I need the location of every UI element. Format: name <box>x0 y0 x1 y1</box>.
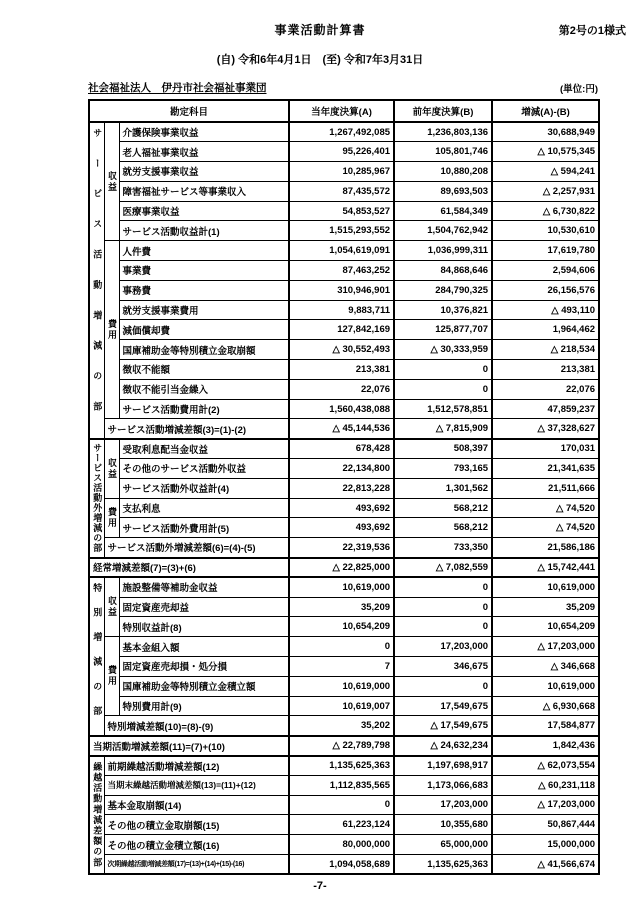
amount-previous-year: 105,801,746 <box>394 142 492 162</box>
amount-difference: 21,586,186 <box>492 538 599 558</box>
amount-difference: 22,076 <box>492 379 599 399</box>
table-row <box>89 459 599 479</box>
table-row <box>89 399 599 419</box>
amount-previous-year: 0 <box>394 597 492 617</box>
amount-previous-year: 568,212 <box>394 518 492 538</box>
account-cell: サービス活動外収益計(4) <box>119 478 289 498</box>
amount-difference: △ 493,110 <box>492 300 599 320</box>
account-cell: 固定資産売却損・処分損 <box>119 657 289 677</box>
col-header-previous-year: 前年度決算(B) <box>394 100 492 122</box>
amount-previous-year: △ 30,333,959 <box>394 340 492 360</box>
account-cell: 固定資産売却益 <box>119 597 289 617</box>
amount-difference: △ 60,231,118 <box>492 775 599 795</box>
account-cell: 特別収益計(8) <box>119 617 289 637</box>
amount-difference: 10,619,000 <box>492 676 599 696</box>
amount-difference: △ 37,328,627 <box>492 419 599 439</box>
amount-previous-year: 17,203,000 <box>394 637 492 657</box>
amount-current-year: 0 <box>289 637 394 657</box>
table-row <box>89 538 599 558</box>
subsection-label: 費用 <box>104 241 119 419</box>
table-row <box>89 716 599 736</box>
amount-previous-year: 1,197,698,917 <box>394 756 492 776</box>
amount-current-year: 35,202 <box>289 716 394 736</box>
account-cell: 就労支援事業収益 <box>119 162 289 182</box>
section-label: サービス活動増減の部 <box>89 122 104 439</box>
table-row <box>89 657 599 677</box>
page-number: -7- <box>313 880 327 892</box>
amount-difference: △ 41,566,674 <box>492 854 599 874</box>
amount-current-year: 10,619,000 <box>289 676 394 696</box>
account-cell: 前期繰越活動増減差額(12) <box>104 756 289 776</box>
account-cell: 徴収不能引当金繰入 <box>119 379 289 399</box>
amount-difference: 15,000,000 <box>492 835 599 855</box>
amount-difference: △ 74,520 <box>492 498 599 518</box>
amount-previous-year: 0 <box>394 360 492 380</box>
section-label: サービス活動外増減の部 <box>89 439 104 558</box>
amount-previous-year: 125,877,707 <box>394 320 492 340</box>
amount-previous-year: 17,203,000 <box>394 795 492 815</box>
table-row <box>89 439 599 459</box>
subsection-label: 収益 <box>104 122 119 241</box>
account-cell: 受取利息配当金収益 <box>119 439 289 459</box>
account-cell: サービス活動外費用計(5) <box>119 518 289 538</box>
amount-previous-year: 1,173,066,683 <box>394 775 492 795</box>
col-header-account: 勘定科目 <box>89 100 289 122</box>
organization-name: 社会福祉法人 伊丹市社会福祉事業団 <box>88 82 267 94</box>
account-cell: 当期活動増減差額(11)=(7)+(10) <box>89 736 289 756</box>
amount-previous-year: △ 24,632,234 <box>394 736 492 756</box>
amount-current-year: 22,076 <box>289 379 394 399</box>
amount-current-year: 10,619,000 <box>289 577 394 597</box>
table-row <box>89 379 599 399</box>
amount-current-year: 1,135,625,363 <box>289 756 394 776</box>
amount-current-year: △ 22,825,000 <box>289 558 394 578</box>
amount-previous-year: △ 7,082,559 <box>394 558 492 578</box>
amount-current-year: 493,692 <box>289 518 394 538</box>
amount-difference: 1,842,436 <box>492 736 599 756</box>
amount-difference: △ 10,575,345 <box>492 142 599 162</box>
col-header-difference: 増減(A)-(B) <box>492 100 599 122</box>
table-row <box>89 558 599 578</box>
amount-previous-year: 10,880,208 <box>394 162 492 182</box>
col-header-current-year: 当年度決算(A) <box>289 100 394 122</box>
amount-difference: 21,511,666 <box>492 478 599 498</box>
accounting-period: (自) 令和6年4月1日 (至) 令和7年3月31日 <box>216 54 424 66</box>
account-cell: 減価償却費 <box>119 320 289 340</box>
amount-previous-year: 346,675 <box>394 657 492 677</box>
amount-current-year: 493,692 <box>289 498 394 518</box>
account-cell: 事務費 <box>119 280 289 300</box>
amount-previous-year: 0 <box>394 577 492 597</box>
amount-current-year: 22,134,800 <box>289 459 394 479</box>
account-cell: その他のサービス活動外収益 <box>119 459 289 479</box>
account-cell: サービス活動費用計(2) <box>119 399 289 419</box>
amount-current-year: 9,883,711 <box>289 300 394 320</box>
amount-difference: 2,594,606 <box>492 261 599 281</box>
activity-statement-table <box>88 99 600 875</box>
table-row <box>89 201 599 221</box>
amount-current-year: 80,000,000 <box>289 835 394 855</box>
unit-label: (単位:円) <box>560 84 598 95</box>
amount-difference: △ 62,073,554 <box>492 756 599 776</box>
amount-current-year: 127,842,169 <box>289 320 394 340</box>
amount-current-year: △ 30,552,493 <box>289 340 394 360</box>
amount-previous-year: 1,135,625,363 <box>394 854 492 874</box>
table-row <box>89 597 599 617</box>
amount-current-year: 1,267,492,085 <box>289 122 394 142</box>
table-row <box>89 360 599 380</box>
amount-current-year: 22,813,228 <box>289 478 394 498</box>
section-label: 繰越活動増減差額の部 <box>89 756 104 875</box>
amount-current-year: 1,560,438,088 <box>289 399 394 419</box>
amount-previous-year: 508,397 <box>394 439 492 459</box>
amount-previous-year: 89,693,503 <box>394 181 492 201</box>
amount-current-year: 95,226,401 <box>289 142 394 162</box>
amount-difference: △ 218,534 <box>492 340 599 360</box>
amount-previous-year: 1,504,762,942 <box>394 221 492 241</box>
table-row <box>89 320 599 340</box>
account-cell: 特別費用計(9) <box>119 696 289 716</box>
amount-previous-year: 61,584,349 <box>394 201 492 221</box>
account-cell: 当期末繰越活動増減差額(13)=(11)+(12) <box>104 775 289 795</box>
amount-difference: 47,859,237 <box>492 399 599 419</box>
amount-current-year: 1,094,058,689 <box>289 854 394 874</box>
table-row <box>89 795 599 815</box>
amount-current-year: 35,209 <box>289 597 394 617</box>
account-cell: 次期繰越活動増減差額(17)=(13)+(14)+(15)-(16) <box>104 854 289 874</box>
amount-current-year: 22,319,536 <box>289 538 394 558</box>
table-row <box>89 835 599 855</box>
amount-previous-year: 1,512,578,851 <box>394 399 492 419</box>
table-row <box>89 854 599 874</box>
amount-previous-year: 0 <box>394 617 492 637</box>
table-row <box>89 241 599 261</box>
table-row <box>89 419 599 439</box>
account-cell: 老人福祉事業収益 <box>119 142 289 162</box>
amount-difference: 10,530,610 <box>492 221 599 241</box>
table-header-row <box>89 100 599 122</box>
table-row <box>89 637 599 657</box>
amount-previous-year: 1,036,999,311 <box>394 241 492 261</box>
table-row <box>89 676 599 696</box>
amount-difference: △ 17,203,000 <box>492 637 599 657</box>
account-cell: 国庫補助金等特別積立金取崩額 <box>119 340 289 360</box>
subsection-label: 収益 <box>104 577 119 636</box>
amount-previous-year: 568,212 <box>394 498 492 518</box>
account-cell: サービス活動外増減差額(6)=(4)-(5) <box>104 538 289 558</box>
amount-current-year: 61,223,124 <box>289 815 394 835</box>
amount-current-year: △ 22,789,798 <box>289 736 394 756</box>
amount-difference: 213,381 <box>492 360 599 380</box>
table-row <box>89 498 599 518</box>
amount-difference: 50,867,444 <box>492 815 599 835</box>
section-label: 特別増減の部 <box>89 577 104 735</box>
account-cell: その他の積立金取崩額(15) <box>104 815 289 835</box>
table-row <box>89 775 599 795</box>
account-cell: 人件費 <box>119 241 289 261</box>
amount-previous-year: 1,301,562 <box>394 478 492 498</box>
table-row <box>89 736 599 756</box>
table-row <box>89 815 599 835</box>
amount-current-year: 1,054,619,091 <box>289 241 394 261</box>
amount-current-year: 54,853,527 <box>289 201 394 221</box>
account-cell: 就労支援事業費用 <box>119 300 289 320</box>
account-cell: 特別増減差額(10)=(8)-(9) <box>104 716 289 736</box>
amount-current-year: 678,428 <box>289 439 394 459</box>
amount-current-year: 310,946,901 <box>289 280 394 300</box>
amount-current-year: 10,285,967 <box>289 162 394 182</box>
form-number: 第2号の1様式 <box>558 25 626 37</box>
amount-current-year: 1,112,835,565 <box>289 775 394 795</box>
table-row <box>89 122 599 142</box>
amount-difference: 10,619,000 <box>492 577 599 597</box>
subsection-label: 費用 <box>104 498 119 538</box>
table-row <box>89 756 599 776</box>
amount-previous-year: 65,000,000 <box>394 835 492 855</box>
table-row <box>89 617 599 637</box>
table-row <box>89 162 599 182</box>
account-cell: 医療事業収益 <box>119 201 289 221</box>
table-row <box>89 518 599 538</box>
account-cell: その他の積立金積立額(16) <box>104 835 289 855</box>
amount-difference: △ 17,203,000 <box>492 795 599 815</box>
amount-previous-year: 793,165 <box>394 459 492 479</box>
table-row <box>89 280 599 300</box>
amount-current-year: 87,463,252 <box>289 261 394 281</box>
account-cell: 基本金取崩額(14) <box>104 795 289 815</box>
amount-difference: 1,964,462 <box>492 320 599 340</box>
account-cell: 支払利息 <box>119 498 289 518</box>
amount-difference: △ 2,257,931 <box>492 181 599 201</box>
amount-current-year: 10,654,209 <box>289 617 394 637</box>
amount-current-year: 213,381 <box>289 360 394 380</box>
amount-previous-year: △ 17,549,675 <box>394 716 492 736</box>
account-cell: サービス活動増減差額(3)=(1)-(2) <box>104 419 289 439</box>
account-cell: 国庫補助金等特別積立金積立額 <box>119 676 289 696</box>
amount-difference: △ 74,520 <box>492 518 599 538</box>
amount-previous-year: 0 <box>394 676 492 696</box>
amount-current-year: 0 <box>289 795 394 815</box>
statement-table-body <box>89 122 599 874</box>
amount-difference: 170,031 <box>492 439 599 459</box>
amount-difference: 30,688,949 <box>492 122 599 142</box>
amount-previous-year: 17,549,675 <box>394 696 492 716</box>
amount-difference: △ 15,742,441 <box>492 558 599 578</box>
table-row <box>89 340 599 360</box>
table-row <box>89 181 599 201</box>
amount-previous-year: 284,790,325 <box>394 280 492 300</box>
table-row <box>89 300 599 320</box>
account-cell: 介護保険事業収益 <box>119 122 289 142</box>
account-cell: 経常増減差額(7)=(3)+(6) <box>89 558 289 578</box>
amount-previous-year: 733,350 <box>394 538 492 558</box>
account-cell: サービス活動収益計(1) <box>119 221 289 241</box>
amount-current-year: 7 <box>289 657 394 677</box>
subsection-label: 費用 <box>104 637 119 716</box>
subsection-label: 収益 <box>104 439 119 498</box>
amount-difference: △ 6,930,668 <box>492 696 599 716</box>
amount-difference: 26,156,576 <box>492 280 599 300</box>
account-cell: 障害福祉サービス等事業収入 <box>119 181 289 201</box>
amount-current-year: 1,515,293,552 <box>289 221 394 241</box>
table-row <box>89 577 599 597</box>
account-cell: 事業費 <box>119 261 289 281</box>
table-row <box>89 478 599 498</box>
amount-previous-year: 10,355,680 <box>394 815 492 835</box>
table-row <box>89 142 599 162</box>
table-row <box>89 696 599 716</box>
account-cell: 基本金組入額 <box>119 637 289 657</box>
amount-difference: 10,654,209 <box>492 617 599 637</box>
amount-current-year: 10,619,007 <box>289 696 394 716</box>
table-row <box>89 261 599 281</box>
amount-difference: 17,584,877 <box>492 716 599 736</box>
amount-difference: 17,619,780 <box>492 241 599 261</box>
account-cell: 施設整備等補助金収益 <box>119 577 289 597</box>
page-title: 事業活動計算書 <box>274 23 366 37</box>
amount-previous-year: 0 <box>394 379 492 399</box>
account-cell: 徴収不能額 <box>119 360 289 380</box>
amount-current-year: 87,435,572 <box>289 181 394 201</box>
amount-previous-year: 84,868,646 <box>394 261 492 281</box>
amount-previous-year: △ 7,815,909 <box>394 419 492 439</box>
organization-row <box>88 80 598 95</box>
amount-difference: △ 346,668 <box>492 657 599 677</box>
amount-current-year: △ 45,144,536 <box>289 419 394 439</box>
amount-difference: 21,341,635 <box>492 459 599 479</box>
table-row <box>89 221 599 241</box>
amount-difference: 35,209 <box>492 597 599 617</box>
amount-difference: △ 6,730,822 <box>492 201 599 221</box>
amount-previous-year: 1,236,803,136 <box>394 122 492 142</box>
amount-difference: △ 594,241 <box>492 162 599 182</box>
amount-previous-year: 10,376,821 <box>394 300 492 320</box>
